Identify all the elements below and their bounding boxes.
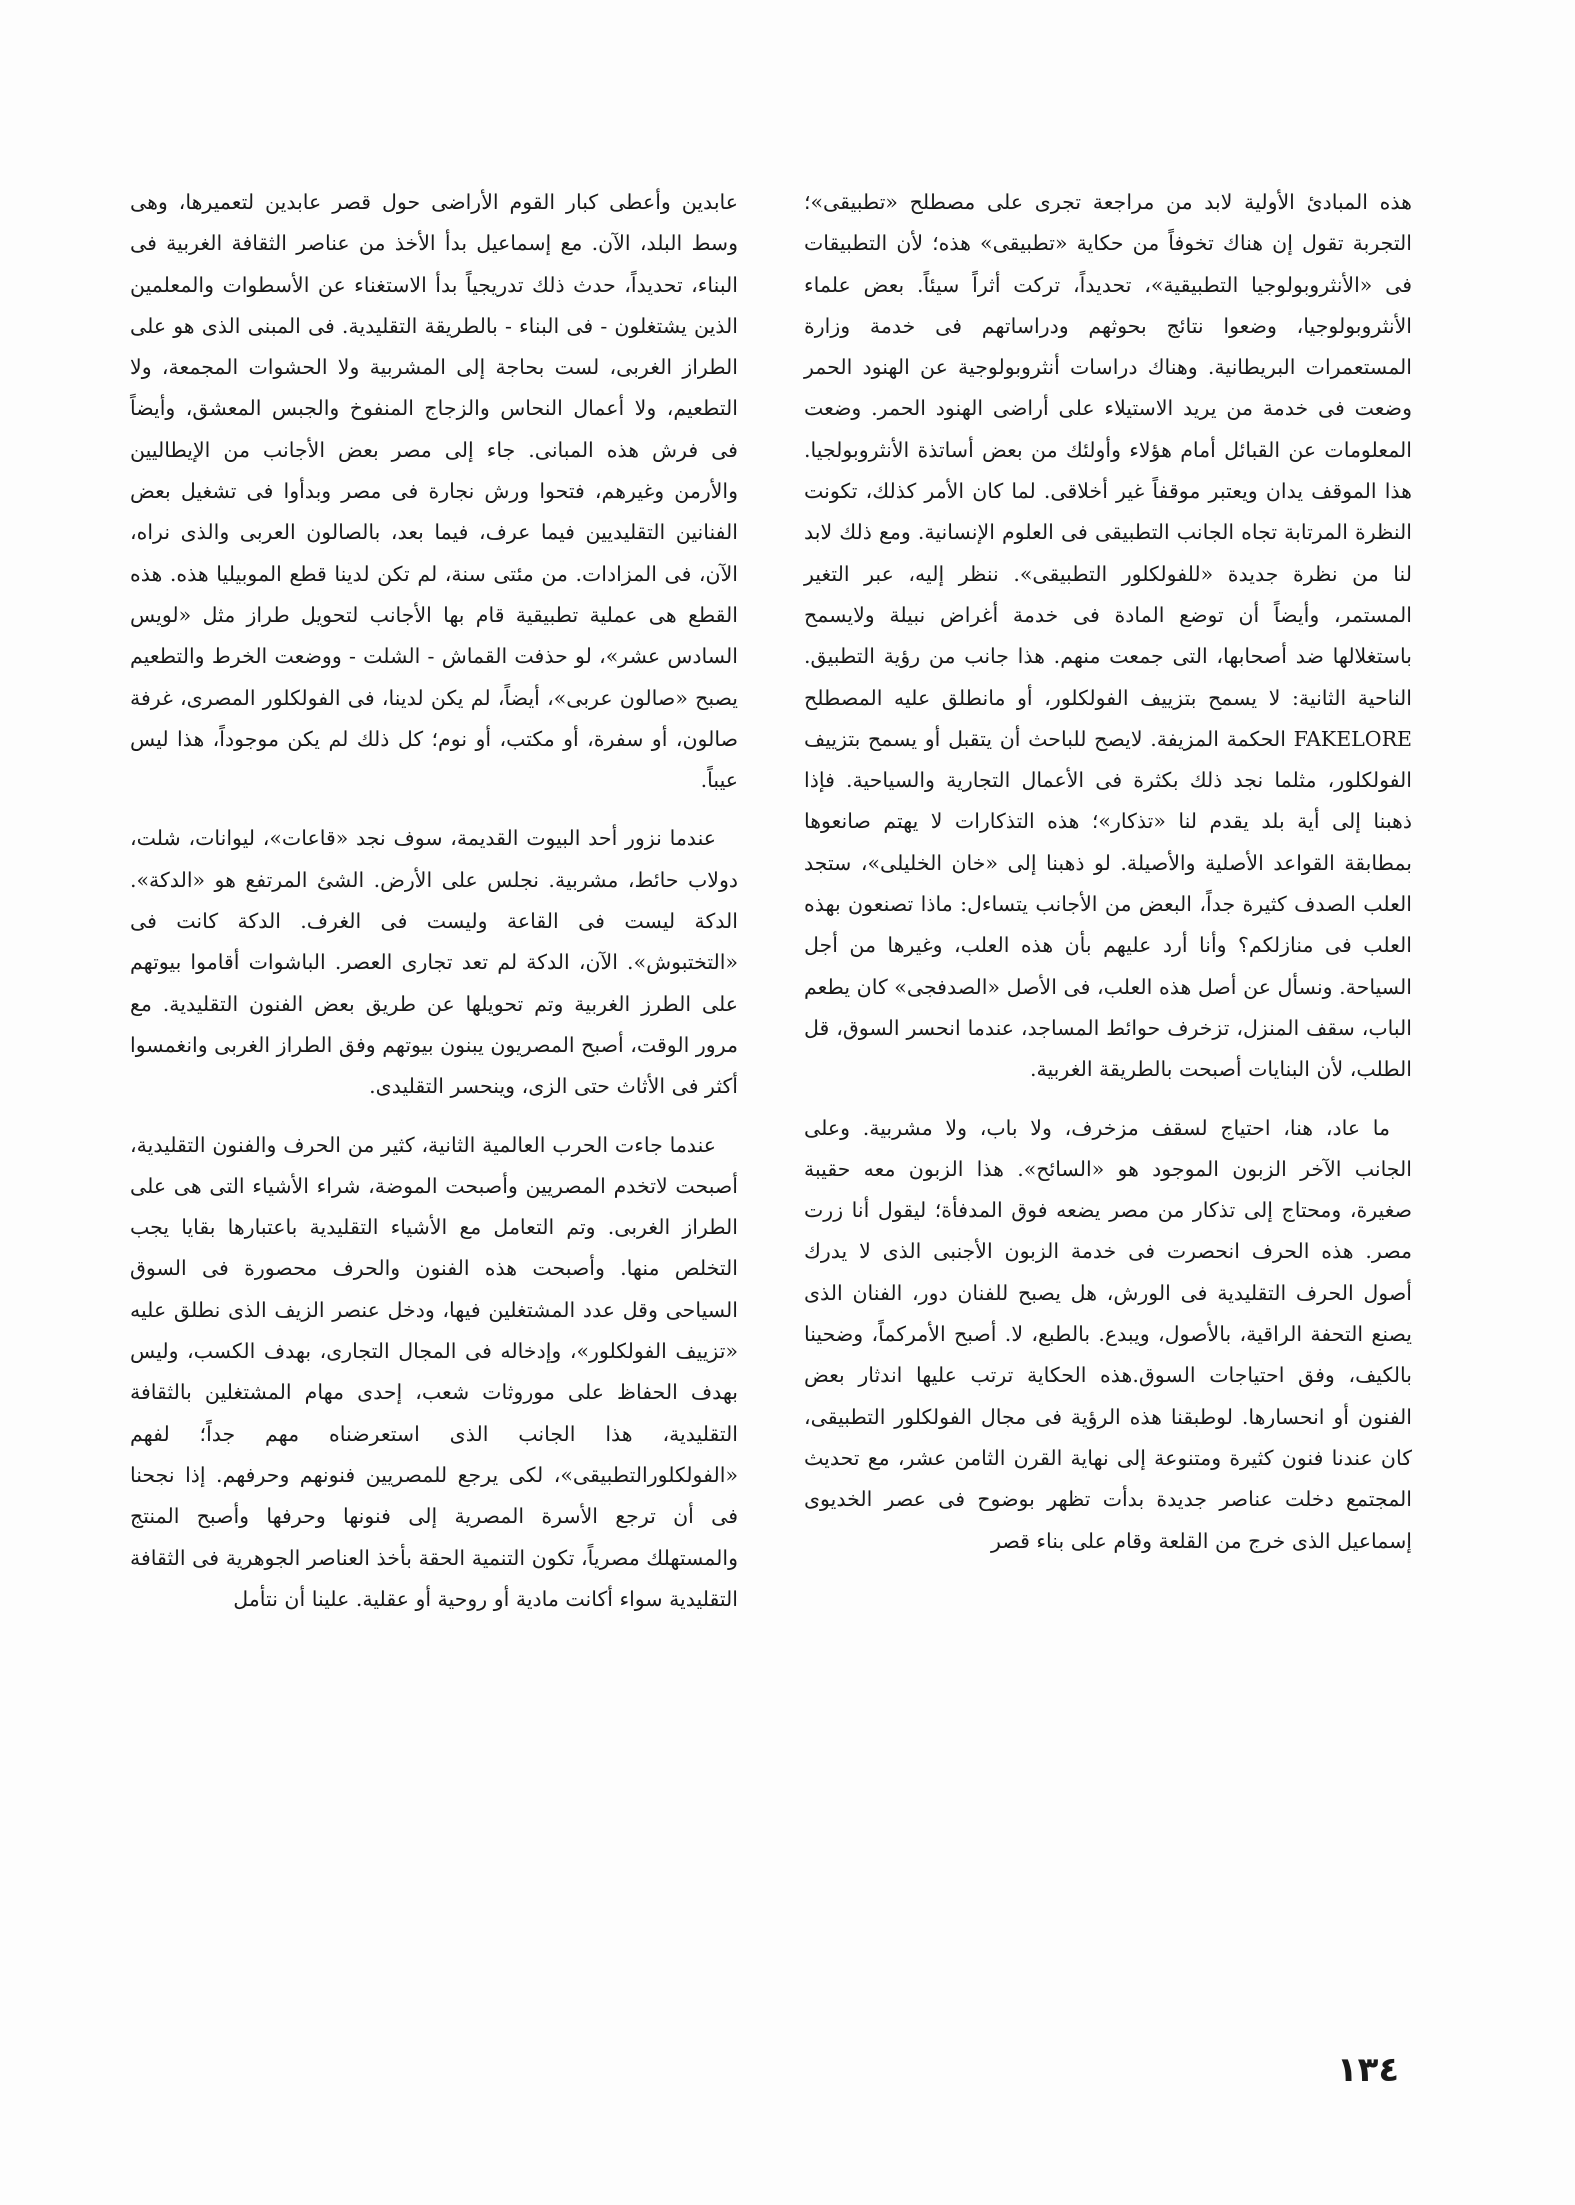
paragraph: هذه المبادئ الأولية لابد من مراجعة تجرى على مصطلح «تطبيقى»؛ التجربة تقول إن هناك تخوفاً من حكاية «تطبيقى» هذه؛ لأن التطبيقات فى «الأنثروبولوجيا التطبيقية»، تحديداً، تركت أثراً سيئاً. بعض علماء الأنثروبولوجيا، وضعوا نتائج بحوثهم ودراساتهم فى خدمة وزارة المستعمرات البريطانية. وهناك دراسات أنثروبولوجية عن الهنود الحمر وضعت فى خدمة من يريد الاستيلاء على أراضى الهنود الحمر. وضعت المعلومات عن القبائل أمام هؤلاء وأولئك من بعض أساتذة الأنثروبولجيا. هذا الموقف يدان ويعتبر موقفاً غير أخلاقى. لما كان الأمر كذلك، تكونت النظرة المرتابة تجاه الجانب التطبيقى فى العلوم الإنسانية. ومع ذلك لابد لنا من نظرة جديدة «للفولكلور التطبيقى». ننظر إليه، عبر التغير المستمر، وأيضاً أن توضع المادة فى خدمة أغراض نبيلة ولايسمح باستغلالها ضد أصحابها، التى جمعت منهم. هذا جانب من رؤية التطبيق. الناحية الثانية: لا يسمح بتزييف الفولكلور، أو مانطلق عليه المصطلح FAKELORE الحكمة المزيفة. لايصح للباحث أن يتقبل أو يسمح بتزييف الفولكلور، مثلما نجد ذلك بكثرة فى الأعمال التجارية والسياحية. فإذا ذهبنا إلى أية بلد يقدم لنا «تذكار»؛ هذه التذكارات لا يهتم صانعوها بمطابقة القواعد الأصلية والأصيلة. لو ذهبنا إلى «خان الخليلى»، ستجد العلب الصدف كثيرة جداً، البعض من الأجانب يتساءل: ماذا تصنعون بهذه العلب فى منازلكم؟ وأنا أرد عليهم بأن هذه العلب، وغيرها من أجل السياحة. ونسأل عن أصل هذه العلب، فى الأصل «الصدفجى» كان يطعم الباب، سقف المنزل، تزخرف حوائط المساجد، عندما انحسر السوق، قل الطلب، لأن البنايات أصبحت بالطريقة الغربية. bbox=[804, 190, 1412, 1082]
left-text-column bbox=[130, 182, 738, 1637]
paragraph: عندما نزور أحد البيوت القديمة، سوف نجد «قاعات»، ليوانات، شلت، دولاب حائط، مشربية. نجلس على الأرض. الشئ المرتفع هو «الدكة». الدكة ليست فى القاعة وليست فى الغرف. الدكة كانت فى «التختبوش». الآن، الدكة لم تعد تجارى العصر. الباشوات أقاموا بيوتهم على الطرز الغربية وتم تحويلها عن طريق بعض الفنون التقليدية. مع مرور الوقت، أصبح المصريون يبنون بيوتهم وفق الطراز الغربى وانغمسوا أكثر فى الأثاث حتى الزى، وينحسر التقليدى. bbox=[130, 826, 738, 1099]
paragraph: عندما جاءت الحرب العالمية الثانية، كثير من الحرف والفنون التقليدية، أصبحت لاتخدم المصريين وأصبحت الموضة، شراء الأشياء التى هى على الطراز الغربى. وتم التعامل مع الأشياء التقليدية باعتبارها بقايا يجب التخلص منها. وأصبحت هذه الفنون والحرف محصورة فى السوق السياحى وقل عدد المشتغلين فيها، ودخل عنصر الزيف الذى نطلق عليه «تزييف الفولكلور»، وإدخاله فى المجال التجارى، بهدف الكسب، وليس بهدف الحفاظ على موروثات شعب، إحدى مهام المشتغلين بالثقافة التقليدية، هذا الجانب الذى استعرضناه مهم جداً؛ لفهم «الفولكلورالتطبيقى»، لكى يرجع للمصريين فنونهم وحرفهم. إذا نجحنا فى أن ترجع الأسرة المصرية إلى فنونها وحرفها وأصبح المنتج والمستهلك مصرياً، تكون التنمية الحقة بأخذ العناصر الجوهرية فى الثقافة التقليدية سواء أكانت مادية أو روحية أو عقلية. علينا أن نتأمل bbox=[130, 1132, 738, 1611]
paragraph: ما عاد، هنا، احتياج لسقف مزخرف، ولا باب، ولا مشربية. وعلى الجانب الآخر الزبون الموجود هو «السائح». هذا الزبون معه حقيبة صغيرة، ومحتاج إلى تذكار من مصر يضعه فوق المدفأة؛ ليقول أنا زرت مصر. هذه الحرف انحصرت فى خدمة الزبون الأجنبى الذى لا يدرك أصول الحرف التقليدية فى الورش، هل يصبح للفنان دور، الفنان الذى يصنع التحفة الراقية، بالأصول، ويبدع. بالطبع، لا. أصبح الأمركماً، وضحينا بالكيف، وفق احتياجات السوق.هذه الحكاية ترتب عليها اندثار بعض الفنون أو انحسارها. لوطبقنا هذه الرؤية فى مجال الفولكلور التطبيقى، كان عندنا فنون كثيرة ومتنوعة إلى نهاية القرن الثامن عشر، مع تحديث المجتمع دخلت عناصر جديدة بدأت تظهر بوضوح فى عصر الخديوى إسماعيل الذى خرج من القلعة وقام على بناء قصر bbox=[804, 1115, 1412, 1553]
page-number: ١٣٤ bbox=[1336, 2050, 1400, 2090]
paragraph: عابدين وأعطى كبار القوم الأراضى حول قصر عابدين لتعميرها، وهى وسط البلد، الآن. مع إسماعيل بدأ الأخذ من عناصر الثقافة الغربية فى البناء، تحديداً، حدث ذلك تدريجياً بدأ الاستغناء عن الأسطوات والمعلمين الذين يشتغلون - فى البناء - بالطريقة التقليدية. فى المبنى الذى هو على الطراز الغربى، لست بحاجة إلى المشربية ولا الحشوات المجمعة، ولا التطعيم، ولا أعمال النحاس والزجاج المنفوخ والجبس المعشق، وأيضاً فى فرش هذه المبانى. جاء إلى مصر بعض الأجانب من الإيطاليين والأرمن وغيرهم، فتحوا ورش نجارة فى مصر وبدأوا فى تشغيل بعض الفنانين التقليديين فيما عرف، فيما بعد، بالصالون العربى والذى نراه، الآن، فى المزادات. من مئتى سنة، لم تكن لدينا قطع الموبيليا هذه. هذه القطع هى عملية تطبيقية قام بها الأجانب لتحويل طراز مثل «لويس السادس عشر»، لو حذفت القماش - الشلت - ووضعت الخرط والتطعيم يصبح «صالون عربى»، أيضاً، لم يكن لدينا، فى الفولكلور المصرى، غرفة صالون، أو سفرة، أو مكتب، أو نوم؛ كل ذلك لم يكن موجوداً، هذا ليس عيباً. bbox=[130, 190, 738, 793]
right-text-column bbox=[804, 182, 1412, 1579]
